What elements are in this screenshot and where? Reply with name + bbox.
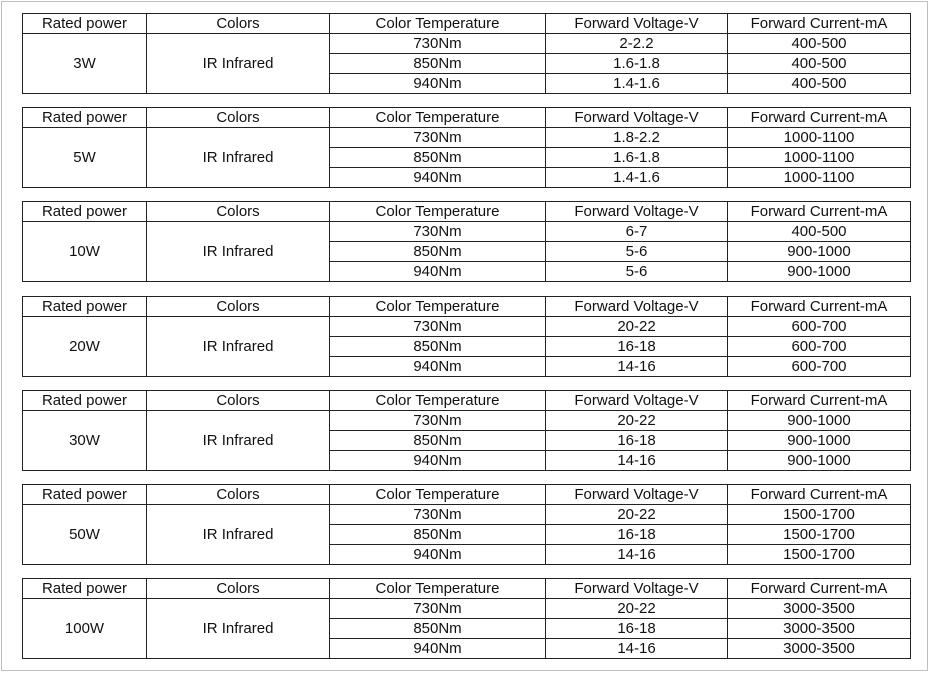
forward-voltage-cell: 20-22 (546, 411, 728, 431)
rated-power-header: Rated power (23, 202, 147, 222)
color-temperature-header: Color Temperature (330, 14, 546, 34)
rated-power-cell: 5W (23, 128, 147, 188)
forward-voltage-cell: 5-6 (546, 242, 728, 262)
forward-current-header: Forward Current-mA (728, 297, 911, 317)
forward-current-header: Forward Current-mA (728, 485, 911, 505)
forward-current-cell: 1500-1700 (728, 505, 911, 525)
forward-current-cell: 400-500 (728, 34, 911, 54)
forward-voltage-cell: 14-16 (546, 451, 728, 471)
forward-voltage-cell: 14-16 (546, 545, 728, 565)
forward-voltage-cell: 20-22 (546, 599, 728, 619)
forward-voltage-cell: 1.8-2.2 (546, 128, 728, 148)
forward-voltage-cell: 20-22 (546, 505, 728, 525)
forward-voltage-cell: 14-16 (546, 639, 728, 659)
forward-current-header: Forward Current-mA (728, 202, 911, 222)
color-cell: IR Infrared (147, 505, 330, 565)
colors-header: Colors (147, 202, 330, 222)
forward-voltage-cell: 1.6-1.8 (546, 54, 728, 74)
forward-voltage-header: Forward Voltage-V (546, 202, 728, 222)
forward-current-cell: 900-1000 (728, 411, 911, 431)
forward-voltage-cell: 1.4-1.6 (546, 168, 728, 188)
color-temperature-cell: 730Nm (330, 222, 546, 242)
color-temperature-header: Color Temperature (330, 108, 546, 128)
color-temperature-header: Color Temperature (330, 485, 546, 505)
spec-table-30w (22, 390, 911, 471)
rated-power-header: Rated power (23, 391, 147, 411)
table-row (23, 317, 911, 337)
spec-table-10w (22, 201, 911, 282)
rated-power-header: Rated power (23, 485, 147, 505)
colors-header: Colors (147, 297, 330, 317)
rated-power-cell: 100W (23, 599, 147, 659)
forward-current-cell: 900-1000 (728, 242, 911, 262)
color-temperature-header: Color Temperature (330, 202, 546, 222)
header-row (23, 485, 911, 505)
spec-table-5w (22, 107, 911, 188)
spec-table-100w (22, 578, 911, 659)
forward-voltage-header: Forward Voltage-V (546, 14, 728, 34)
colors-header: Colors (147, 485, 330, 505)
forward-current-cell: 1000-1100 (728, 148, 911, 168)
forward-current-header: Forward Current-mA (728, 391, 911, 411)
table-row (23, 411, 911, 431)
header-row (23, 579, 911, 599)
forward-voltage-cell: 16-18 (546, 337, 728, 357)
rated-power-cell: 20W (23, 317, 147, 377)
spec-table-3w (22, 13, 911, 94)
color-temperature-cell: 730Nm (330, 411, 546, 431)
forward-current-cell: 400-500 (728, 54, 911, 74)
color-temperature-cell: 730Nm (330, 505, 546, 525)
forward-current-cell: 400-500 (728, 74, 911, 94)
table-row (23, 505, 911, 525)
table-row (23, 34, 911, 54)
color-temperature-header: Color Temperature (330, 297, 546, 317)
forward-voltage-cell: 16-18 (546, 431, 728, 451)
forward-current-cell: 3000-3500 (728, 619, 911, 639)
rated-power-header: Rated power (23, 14, 147, 34)
forward-voltage-header: Forward Voltage-V (546, 391, 728, 411)
color-temperature-header: Color Temperature (330, 391, 546, 411)
color-temperature-cell: 850Nm (330, 431, 546, 451)
spec-table-20w (22, 296, 911, 377)
color-temperature-cell: 850Nm (330, 525, 546, 545)
forward-voltage-header: Forward Voltage-V (546, 108, 728, 128)
color-cell: IR Infrared (147, 599, 330, 659)
color-cell: IR Infrared (147, 411, 330, 471)
color-temperature-cell: 940Nm (330, 545, 546, 565)
colors-header: Colors (147, 391, 330, 411)
table-row (23, 599, 911, 619)
color-temperature-cell: 850Nm (330, 148, 546, 168)
forward-current-cell: 900-1000 (728, 431, 911, 451)
forward-voltage-cell: 16-18 (546, 525, 728, 545)
colors-header: Colors (147, 579, 330, 599)
forward-voltage-header: Forward Voltage-V (546, 579, 728, 599)
forward-voltage-cell: 1.6-1.8 (546, 148, 728, 168)
color-temperature-header: Color Temperature (330, 579, 546, 599)
colors-header: Colors (147, 108, 330, 128)
forward-current-cell: 1500-1700 (728, 525, 911, 545)
forward-voltage-cell: 20-22 (546, 317, 728, 337)
forward-voltage-cell: 14-16 (546, 357, 728, 377)
forward-voltage-cell: 6-7 (546, 222, 728, 242)
color-temperature-cell: 850Nm (330, 242, 546, 262)
forward-current-cell: 600-700 (728, 317, 911, 337)
rated-power-cell: 10W (23, 222, 147, 282)
forward-current-cell: 600-700 (728, 357, 911, 377)
rated-power-cell: 30W (23, 411, 147, 471)
color-temperature-cell: 850Nm (330, 337, 546, 357)
color-temperature-cell: 730Nm (330, 599, 546, 619)
forward-voltage-cell: 16-18 (546, 619, 728, 639)
forward-current-cell: 900-1000 (728, 451, 911, 471)
color-temperature-cell: 940Nm (330, 357, 546, 377)
forward-voltage-header: Forward Voltage-V (546, 485, 728, 505)
rated-power-cell: 3W (23, 34, 147, 94)
forward-current-cell: 1500-1700 (728, 545, 911, 565)
header-row (23, 391, 911, 411)
forward-current-cell: 3000-3500 (728, 599, 911, 619)
forward-current-header: Forward Current-mA (728, 579, 911, 599)
color-cell: IR Infrared (147, 317, 330, 377)
colors-header: Colors (147, 14, 330, 34)
color-cell: IR Infrared (147, 128, 330, 188)
spec-table-50w (22, 484, 911, 565)
forward-voltage-cell: 2-2.2 (546, 34, 728, 54)
color-temperature-cell: 850Nm (330, 54, 546, 74)
color-temperature-cell: 730Nm (330, 128, 546, 148)
color-temperature-cell: 940Nm (330, 74, 546, 94)
color-temperature-cell: 940Nm (330, 639, 546, 659)
rated-power-header: Rated power (23, 297, 147, 317)
color-temperature-cell: 940Nm (330, 451, 546, 471)
forward-current-cell: 3000-3500 (728, 639, 911, 659)
forward-voltage-cell: 1.4-1.6 (546, 74, 728, 94)
forward-current-cell: 1000-1100 (728, 128, 911, 148)
table-row (23, 128, 911, 148)
color-temperature-cell: 940Nm (330, 262, 546, 282)
rated-power-header: Rated power (23, 108, 147, 128)
header-row (23, 108, 911, 128)
color-temperature-cell: 730Nm (330, 317, 546, 337)
header-row (23, 297, 911, 317)
rated-power-cell: 50W (23, 505, 147, 565)
color-cell: IR Infrared (147, 222, 330, 282)
color-temperature-cell: 850Nm (330, 619, 546, 639)
table-row (23, 222, 911, 242)
forward-voltage-cell: 5-6 (546, 262, 728, 282)
color-temperature-cell: 940Nm (330, 168, 546, 188)
forward-current-header: Forward Current-mA (728, 14, 911, 34)
header-row (23, 202, 911, 222)
forward-current-cell: 400-500 (728, 222, 911, 242)
header-row (23, 14, 911, 34)
forward-current-header: Forward Current-mA (728, 108, 911, 128)
forward-current-cell: 1000-1100 (728, 168, 911, 188)
color-cell: IR Infrared (147, 34, 330, 94)
forward-current-cell: 600-700 (728, 337, 911, 357)
color-temperature-cell: 730Nm (330, 34, 546, 54)
rated-power-header: Rated power (23, 579, 147, 599)
forward-current-cell: 900-1000 (728, 262, 911, 282)
forward-voltage-header: Forward Voltage-V (546, 297, 728, 317)
